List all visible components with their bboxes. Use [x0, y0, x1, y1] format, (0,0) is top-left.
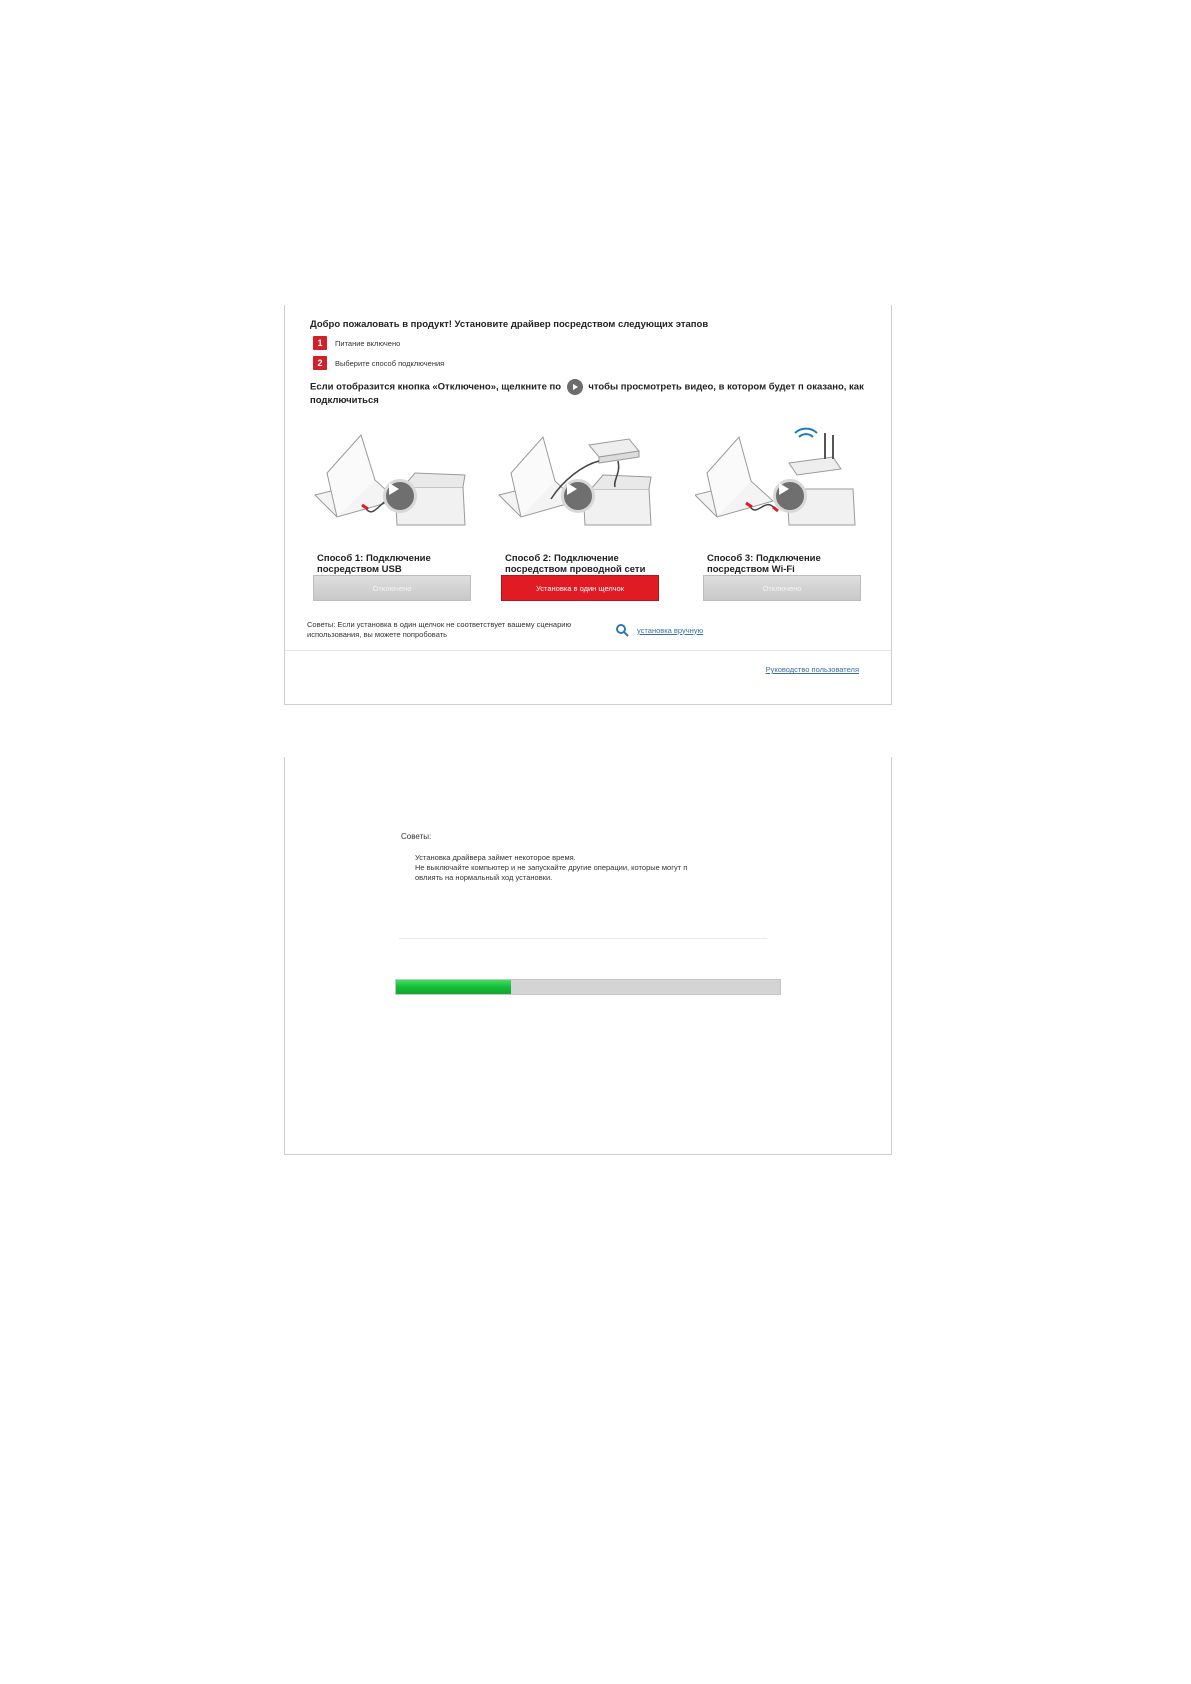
installation-progress-panel — [284, 757, 892, 1155]
step-item — [313, 336, 400, 350]
search-icon — [615, 623, 629, 637]
play-video-button[interactable] — [561, 479, 595, 513]
tips-line: овлиять на нормальный ход установки. — [415, 873, 553, 882]
step-number-badge: 1 — [313, 336, 327, 350]
step-label: Питание включено — [335, 338, 401, 348]
step-number-badge: 2 — [313, 356, 327, 370]
step-item — [313, 356, 444, 370]
tips-line: Не выключайте компьютер и не запускайте другие операции, которые могут п — [415, 863, 688, 872]
tips-text: Советы: Если установка в один щелчок не соответствует вашему сценарию использования, вы можете попробовать — [307, 620, 572, 639]
play-video-button[interactable] — [773, 479, 807, 513]
usb-connection-illustration — [305, 425, 475, 550]
wifi-install-button[interactable]: Отключено — [703, 575, 861, 601]
manual-install-link[interactable]: установка вручную — [637, 625, 704, 635]
play-icon — [564, 482, 578, 496]
wifi-connection-illustration — [695, 425, 865, 550]
divider — [399, 938, 767, 939]
wired-connection-illustration — [493, 425, 663, 550]
tips-title: Советы: — [401, 832, 432, 841]
play-icon — [776, 482, 790, 496]
play-video-button[interactable] — [383, 479, 417, 513]
hint-text-before: Если отобразится кнопка «Отключено», щелкните по — [310, 381, 562, 393]
video-hint-text — [310, 379, 880, 407]
progress-fill — [396, 980, 511, 994]
method-usb — [305, 425, 475, 593]
method-title: Способ 3: Подключение посредством Wi-Fi — [707, 553, 821, 575]
usb-install-button[interactable]: Отключено — [313, 575, 471, 601]
method-wired-network — [493, 425, 663, 593]
play-icon — [567, 379, 583, 395]
tips-body — [415, 853, 775, 883]
connection-setup-panel — [284, 305, 892, 705]
tips-line: Установка драйвера займет некоторое время. — [415, 853, 576, 862]
one-click-install-button[interactable]: Установка в один щелчок — [501, 575, 659, 601]
method-title: Способ 1: Подключение посредством USB — [317, 553, 431, 575]
install-progress-bar — [395, 979, 781, 995]
divider — [285, 650, 891, 651]
manual-install-option — [615, 623, 703, 637]
method-title: Способ 2: Подключение посредством проводной сети — [505, 553, 646, 575]
welcome-heading: Добро пожаловать в продукт! Установите драйвер посредством следующих этапов — [310, 319, 709, 330]
step-label: Выберите способ подключения — [335, 358, 445, 368]
user-guide-link[interactable]: Руководство пользователя — [765, 665, 859, 674]
play-icon — [386, 482, 400, 496]
method-wifi — [695, 425, 865, 593]
hint-text-after: чтобы просмотреть видео, в котором будет п оказано, как подключиться — [310, 381, 864, 406]
